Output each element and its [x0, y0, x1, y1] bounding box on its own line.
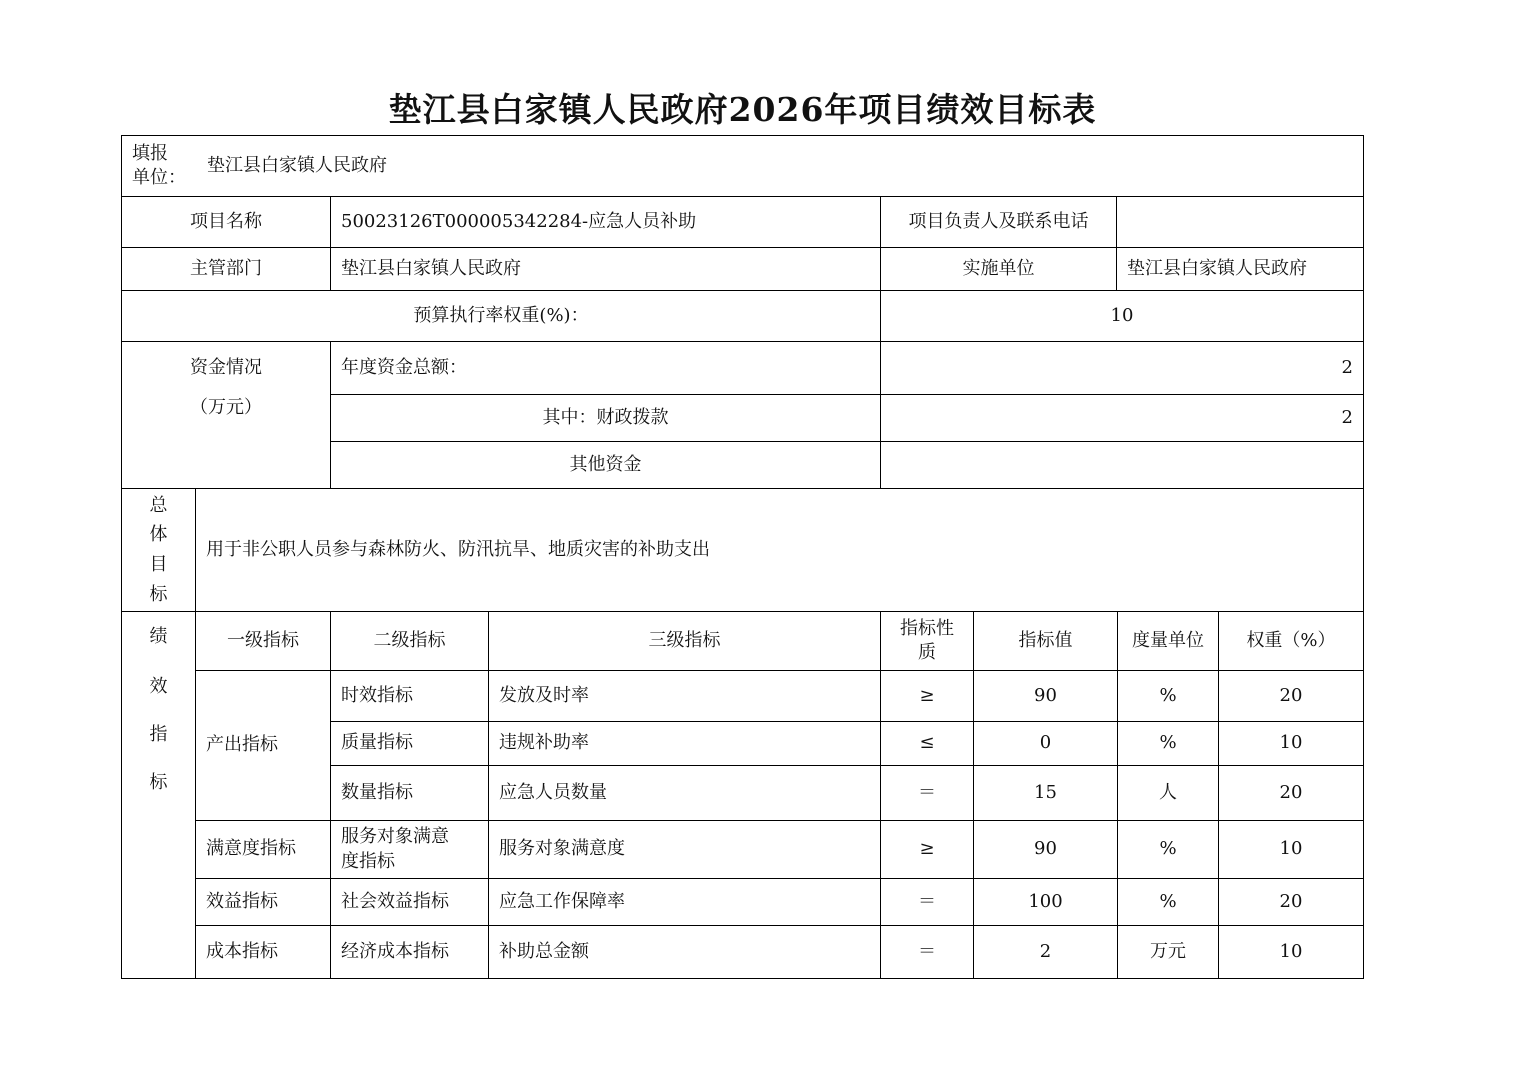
funds-fiscal-label: 其中：财政拨款 — [331, 395, 881, 442]
overall-goal-text: 用于非公职人员参与森林防火、防汛抗旱、地质灾害的补助支出 — [196, 489, 1363, 612]
row-nature: ＝ — [881, 879, 974, 926]
group-output: 产出指标 — [196, 671, 331, 821]
row-weight: 10 — [1279, 940, 1303, 962]
impl-label: 实施单位 — [881, 248, 1117, 291]
filler-value: 垫江县白家镇人民政府 — [197, 136, 1363, 197]
row-unit: 人 — [1118, 766, 1219, 821]
row-value: 90 — [974, 671, 1118, 722]
row-nature: ＝ — [881, 766, 974, 821]
group-satisfaction: 满意度指标 — [196, 821, 331, 879]
row-level2-line1: 服务对象满意 — [341, 826, 449, 848]
row-unit: % — [1118, 879, 1219, 926]
row-value: 100 — [974, 879, 1118, 926]
impl-value: 垫江县白家镇人民政府 — [1117, 248, 1363, 291]
contact-label: 项目负责人及联系电话 — [881, 197, 1117, 248]
group-cost: 成本指标 — [196, 926, 331, 978]
indicators-side-char: 标 — [149, 772, 168, 793]
filler-label-line2: 单位： — [132, 167, 186, 188]
row-weight: 20 — [1219, 766, 1363, 821]
row-level2 — [331, 821, 489, 879]
funds-other-label: 其他资金 — [331, 442, 881, 489]
row-level2: 社会效益指标 — [331, 879, 489, 926]
col-header-level3: 三级指标 — [489, 612, 881, 671]
row-level2: 质量指标 — [331, 722, 489, 766]
row-level3: 应急人员数量 — [489, 766, 881, 821]
col-header-nature-line2: 质 — [918, 642, 936, 663]
col-header-value: 指标值 — [974, 612, 1118, 671]
row-value: 0 — [974, 722, 1118, 766]
row-level2-line2: 度指标 — [341, 850, 395, 872]
row-value: 15 — [974, 766, 1118, 821]
row-nature: ≥ — [881, 821, 974, 879]
row-weight: 20 — [1219, 671, 1363, 722]
row-weight: 10 — [1219, 722, 1363, 766]
col-header-unit: 度量单位 — [1118, 612, 1219, 671]
filler-label-line1: 填报 — [132, 142, 168, 164]
row-nature: ＝ — [881, 926, 974, 978]
funds-fiscal-value: 2 — [881, 395, 1363, 442]
row-unit: % — [1118, 671, 1219, 722]
funds-other-value — [881, 442, 1363, 489]
funds-total-label: 年度资金总额： — [331, 342, 881, 395]
row-weight: 10 — [1219, 821, 1363, 879]
row-weight: 20 — [1219, 879, 1363, 926]
row-level3: 违规补助率 — [489, 722, 881, 766]
col-header-nature-line1: 指标性 — [900, 617, 954, 639]
row-nature: ≥ — [881, 671, 974, 722]
performance-table — [121, 135, 1364, 979]
col-header-nature — [881, 612, 974, 671]
row-unit: % — [1118, 722, 1219, 766]
overall-goal-label — [122, 489, 196, 612]
overall-goal-char: 标 — [149, 583, 168, 605]
row-value: 90 — [974, 821, 1118, 879]
row-level2: 时效指标 — [331, 671, 489, 722]
funds-label-line2: （万元） — [190, 397, 262, 419]
funds-total-value: 2 — [881, 342, 1363, 395]
row-unit: 万元 — [1118, 926, 1219, 978]
col-header-weight: 权重（%） — [1219, 612, 1363, 671]
indicators-side-char: 效 — [149, 676, 168, 697]
row-level3: 发放及时率 — [489, 671, 881, 722]
overall-goal-char: 体 — [149, 524, 168, 546]
col-header-level1: 一级指标 — [196, 612, 331, 671]
row-level3: 补助总金额 — [489, 926, 881, 978]
group-benefit: 效益指标 — [196, 879, 331, 926]
filler-label — [122, 136, 202, 197]
row-level2: 数量指标 — [331, 766, 489, 821]
col-header-level2: 二级指标 — [331, 612, 489, 671]
funds-label — [122, 342, 331, 489]
row-value: 2 — [974, 926, 1118, 978]
budget-rate-label: 预算执行率权重(%)： — [122, 291, 881, 342]
overall-goal-char: 总 — [149, 494, 168, 516]
project-name-value: 50023126T000005342284-应急人员补助 — [331, 197, 881, 248]
funds-label-line1: 资金情况 — [190, 357, 262, 378]
contact-value — [1117, 197, 1363, 248]
row-level3: 应急工作保障率 — [489, 879, 881, 926]
project-name-label: 项目名称 — [122, 197, 331, 248]
budget-rate-value: 10 — [881, 291, 1363, 342]
row-level3: 服务对象满意度 — [489, 821, 881, 879]
page-title: 垫江县白家镇人民政府2026年项目绩效目标表 — [388, 90, 1097, 129]
overall-goal-char: 目 — [149, 554, 168, 575]
indicators-side-char: 指 — [149, 724, 168, 745]
row-unit: % — [1118, 821, 1219, 879]
dept-value: 垫江县白家镇人民政府 — [331, 248, 881, 291]
row-nature: ≤ — [881, 722, 974, 766]
row-level2: 经济成本指标 — [331, 926, 489, 978]
indicators-side-label — [122, 612, 196, 978]
indicators-side-char: 绩 — [149, 626, 168, 647]
dept-label: 主管部门 — [122, 248, 331, 291]
